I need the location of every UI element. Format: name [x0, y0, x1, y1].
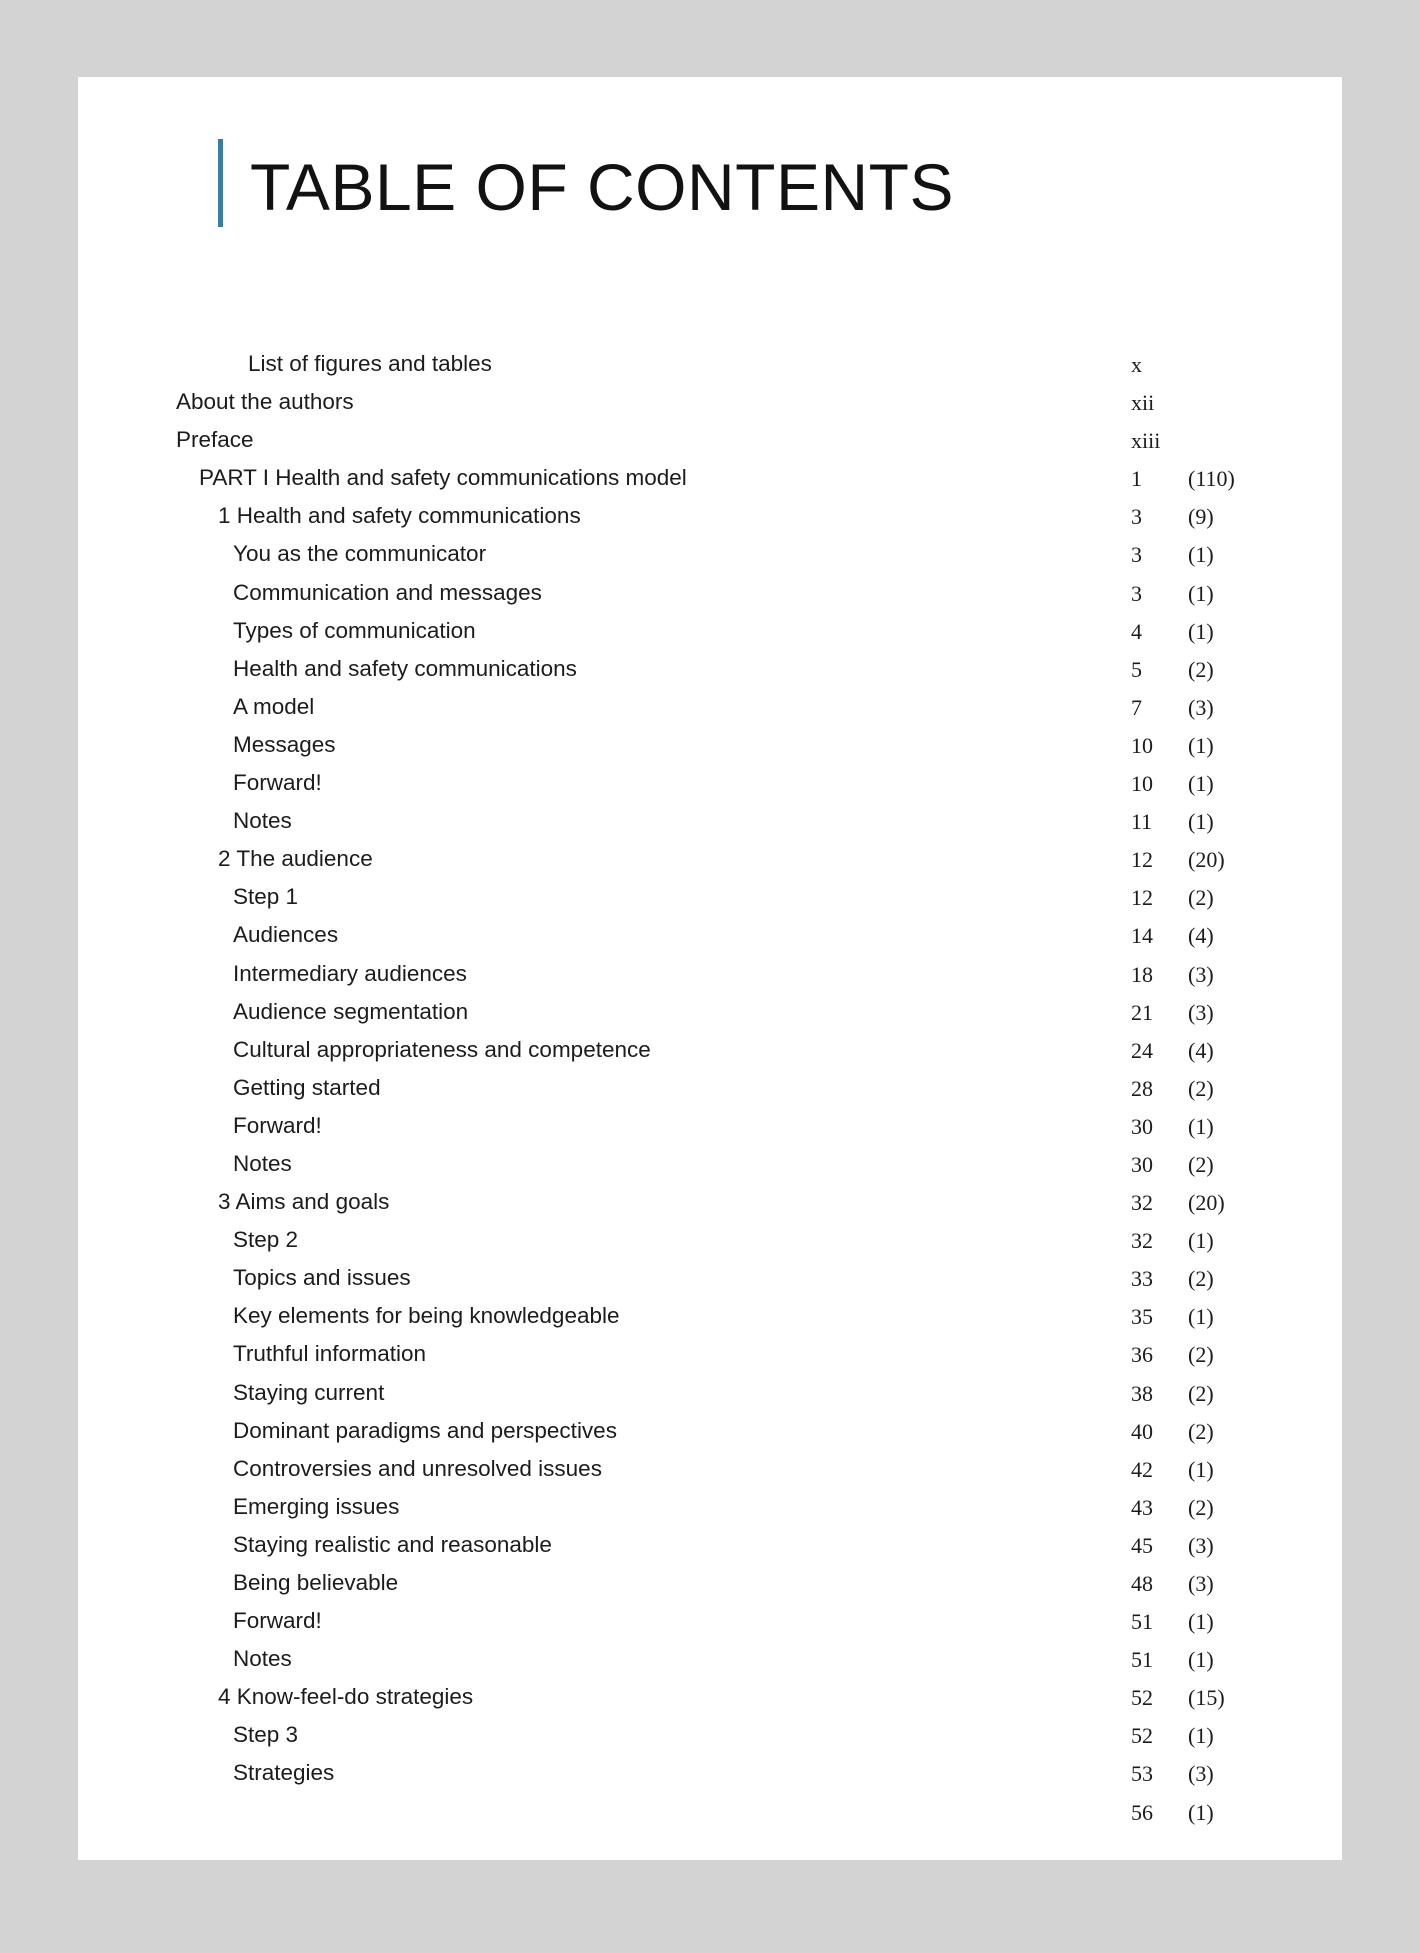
toc-entry-label: Notes [233, 808, 292, 834]
toc-page-number: 51 [1131, 1609, 1153, 1635]
toc-entry-label: Audience segmentation [233, 998, 469, 1024]
toc-page-count: (1) [1188, 1113, 1214, 1139]
toc-entry-row[interactable] [78, 1112, 1342, 1150]
page-title: TABLE OF CONTENTS [250, 150, 955, 224]
toc-entry-label: 4 Know-feel-do strategies [218, 1684, 474, 1710]
toc-page-number: x [1131, 352, 1142, 377]
toc-page-number: 1 [1131, 466, 1142, 492]
toc-page-number: 24 [1131, 1037, 1153, 1063]
toc-entry-row[interactable] [78, 579, 1342, 617]
toc-entry-label: Getting started [233, 1074, 381, 1100]
toc-page-count: (2) [1188, 1266, 1214, 1292]
toc-entry-row[interactable] [78, 921, 1342, 959]
toc-page-count: (1) [1188, 1723, 1214, 1749]
toc-entry-label: Truthful information [233, 1341, 426, 1367]
toc-entry-label: Step 2 [233, 1227, 299, 1253]
toc-entry-row[interactable] [78, 1074, 1342, 1112]
toc-page-number: 3 [1131, 504, 1142, 530]
toc-page-count: (20) [1188, 847, 1225, 873]
toc-page-number: 28 [1131, 1075, 1153, 1101]
toc-page-count: (1) [1188, 1609, 1214, 1635]
toc-entry-row[interactable] [78, 960, 1342, 998]
toc-page-number: 53 [1131, 1761, 1153, 1787]
toc-page-count: (1) [1188, 1304, 1214, 1330]
toc-entry-label: Controversies and unresolved issues [233, 1455, 602, 1481]
toc-entry-row[interactable] [78, 807, 1342, 845]
toc-entry-row[interactable] [78, 426, 1342, 464]
toc-entry-row[interactable] [78, 350, 1342, 388]
toc-entry-row[interactable] [78, 1036, 1342, 1074]
toc-page-number: 11 [1131, 809, 1153, 835]
toc-entry-row[interactable] [78, 1302, 1342, 1340]
toc-entry-row[interactable] [78, 1531, 1342, 1569]
toc-entry-label: 1 Health and safety communications [218, 503, 581, 529]
toc-page-number: 38 [1131, 1380, 1153, 1406]
toc-entry-row[interactable] [78, 540, 1342, 578]
toc-entry-label: Step 1 [233, 884, 299, 910]
toc-page-number: 43 [1131, 1494, 1153, 1520]
toc-page-count: (3) [1188, 1761, 1214, 1787]
toc-entry-row[interactable] [78, 464, 1342, 502]
toc-entry-row[interactable] [78, 502, 1342, 540]
toc-entry-row[interactable] [78, 1150, 1342, 1188]
toc-page-number: 45 [1131, 1532, 1153, 1558]
toc-entry-label: Step 3 [233, 1722, 299, 1748]
toc-page-count: (9) [1188, 504, 1214, 530]
toc-entry-row[interactable] [78, 1188, 1342, 1226]
toc-entry-label: 2 The audience [218, 846, 373, 872]
toc-entry-row[interactable] [78, 1683, 1342, 1721]
toc-page-number: 52 [1131, 1723, 1153, 1749]
toc-entry-label: Notes [233, 1150, 292, 1176]
toc-entry-row[interactable] [78, 617, 1342, 655]
toc-page-number: 3 [1131, 542, 1142, 568]
toc-page-number: 52 [1131, 1685, 1153, 1711]
toc-entry-label: Communication and messages [233, 579, 542, 605]
toc-page-count: (1) [1188, 1228, 1214, 1254]
toc-page-count: (1) [1188, 580, 1214, 606]
toc-page-count: (3) [1188, 694, 1214, 720]
toc-page-count: (1) [1188, 618, 1214, 644]
toc-entry-label: Audiences [233, 922, 339, 948]
toc-page-count: (15) [1188, 1685, 1225, 1711]
toc-entry-label: PART I Health and safety communications model [199, 465, 687, 491]
toc-entry-row[interactable] [78, 1417, 1342, 1455]
toc-page-number: 56 [1131, 1799, 1153, 1825]
toc-page-count: (2) [1188, 1418, 1214, 1444]
toc-entry-row[interactable] [78, 655, 1342, 693]
toc-page-count: (3) [1188, 1532, 1214, 1558]
toc-page-count: (3) [1188, 961, 1214, 987]
toc-entry-label: Preface [176, 427, 254, 453]
toc-page-number: 36 [1131, 1342, 1153, 1368]
toc-page-number: 3 [1131, 580, 1142, 606]
toc-entry-row[interactable] [78, 1226, 1342, 1264]
toc-entry-row[interactable] [78, 845, 1342, 883]
toc-page-count: (1) [1188, 1456, 1214, 1482]
toc-entry-label: Topics and issues [233, 1265, 411, 1291]
toc-page-number: 5 [1131, 656, 1142, 682]
toc-entry-label: About the authors [176, 389, 354, 415]
toc-entry-row[interactable] [78, 1607, 1342, 1645]
toc-entry-label: Forward! [233, 1112, 322, 1138]
toc-entry-row[interactable] [78, 1721, 1342, 1759]
toc-entry-row[interactable] [78, 998, 1342, 1036]
toc-page-number: 21 [1131, 999, 1153, 1025]
toc-page-count: (2) [1188, 885, 1214, 911]
toc-entry-row[interactable] [78, 883, 1342, 921]
toc-page-count: (110) [1188, 466, 1235, 492]
toc-entry-row[interactable] [78, 1798, 1342, 1836]
toc-entry-row[interactable] [78, 1493, 1342, 1531]
toc-entry-label: Notes [233, 1646, 292, 1672]
toc-page-number: 35 [1131, 1304, 1153, 1330]
toc-page-number: 18 [1131, 961, 1153, 987]
toc-page-number: 30 [1131, 1113, 1153, 1139]
toc-entry-row[interactable] [78, 1759, 1342, 1797]
document-page [78, 77, 1342, 1860]
toc-page-number: 40 [1131, 1418, 1153, 1444]
toc-page-number: 14 [1131, 923, 1153, 949]
toc-page-count: (1) [1188, 542, 1214, 568]
page-title-block [218, 139, 954, 227]
toc-entry-label: List of figures and tables [248, 351, 492, 376]
title-accent-bar [218, 139, 223, 227]
toc-entry-row[interactable] [78, 1645, 1342, 1683]
toc-page-count: (1) [1188, 771, 1214, 797]
toc-page-number: 12 [1131, 885, 1153, 911]
toc-entry-label: Forward! [233, 770, 322, 796]
toc-page-number: 7 [1131, 694, 1142, 720]
toc-entry-label: Being believable [233, 1570, 399, 1595]
toc-page-count: (1) [1188, 809, 1214, 835]
toc-entry-row[interactable] [78, 769, 1342, 807]
toc-page-count: (3) [1188, 999, 1214, 1025]
toc-entry-label: Intermediary audiences [233, 960, 467, 986]
toc-page-number: 4 [1131, 618, 1142, 644]
toc-entry-row[interactable] [78, 1569, 1342, 1607]
toc-page-number: 51 [1131, 1647, 1153, 1673]
toc-entry-label: A model [233, 693, 315, 719]
toc-page-count: (2) [1188, 656, 1214, 682]
toc-entry-label: Messages [233, 731, 336, 757]
toc-page-count: (2) [1188, 1151, 1214, 1177]
toc-entry-row[interactable] [78, 388, 1342, 426]
toc-page-number: 10 [1131, 732, 1153, 758]
toc-page-number: 32 [1131, 1228, 1153, 1254]
toc-entry-label: Forward! [233, 1608, 322, 1634]
toc-entry-label: You as the communicator [233, 541, 487, 567]
toc-entry-label: Emerging issues [233, 1493, 400, 1519]
toc-page-number: 33 [1131, 1266, 1153, 1292]
toc-page-count: (2) [1188, 1342, 1214, 1368]
toc-entry-label: Types of communication [233, 617, 476, 643]
toc-page-number: 48 [1131, 1571, 1153, 1596]
toc-page-number: 12 [1131, 847, 1153, 873]
toc-page-number: xii [1131, 390, 1155, 416]
toc-page-count: (3) [1188, 1571, 1214, 1596]
toc-entry-row[interactable] [78, 731, 1342, 769]
toc-page-count: (2) [1188, 1494, 1214, 1520]
toc-page-number: 32 [1131, 1190, 1153, 1216]
toc-page-count: (1) [1188, 1647, 1214, 1673]
toc-page-count: (4) [1188, 923, 1214, 949]
toc-entry-row[interactable] [78, 1340, 1342, 1378]
table-of-contents-list [78, 350, 1342, 1836]
toc-entry-row[interactable] [78, 1379, 1342, 1417]
toc-page-count: (1) [1188, 732, 1214, 758]
toc-page-number: 42 [1131, 1456, 1153, 1482]
toc-entry-label: Dominant paradigms and perspectives [233, 1417, 617, 1443]
toc-page-count: (2) [1188, 1075, 1214, 1101]
toc-entry-label: 3 Aims and goals [218, 1189, 390, 1215]
toc-page-number: xiii [1131, 428, 1161, 454]
toc-entry-row[interactable] [78, 693, 1342, 731]
toc-entry-label: Strategies [233, 1760, 335, 1786]
toc-page-number: 30 [1131, 1151, 1153, 1177]
toc-page-count: (1) [1188, 1799, 1214, 1825]
toc-entry-label: Health and safety communications [233, 655, 577, 681]
toc-entry-label: Staying current [233, 1379, 385, 1405]
toc-page-count: (20) [1188, 1190, 1225, 1216]
toc-page-count: (2) [1188, 1380, 1214, 1406]
toc-page-number: 10 [1131, 771, 1153, 797]
toc-entry-row[interactable] [78, 1455, 1342, 1493]
toc-page-count: (4) [1188, 1037, 1214, 1063]
toc-entry-label: Key elements for being knowledgeable [233, 1303, 620, 1329]
toc-entry-label: Staying realistic and reasonable [233, 1531, 552, 1557]
toc-entry-row[interactable] [78, 1264, 1342, 1302]
toc-entry-label: Cultural appropriateness and competence [233, 1036, 651, 1062]
